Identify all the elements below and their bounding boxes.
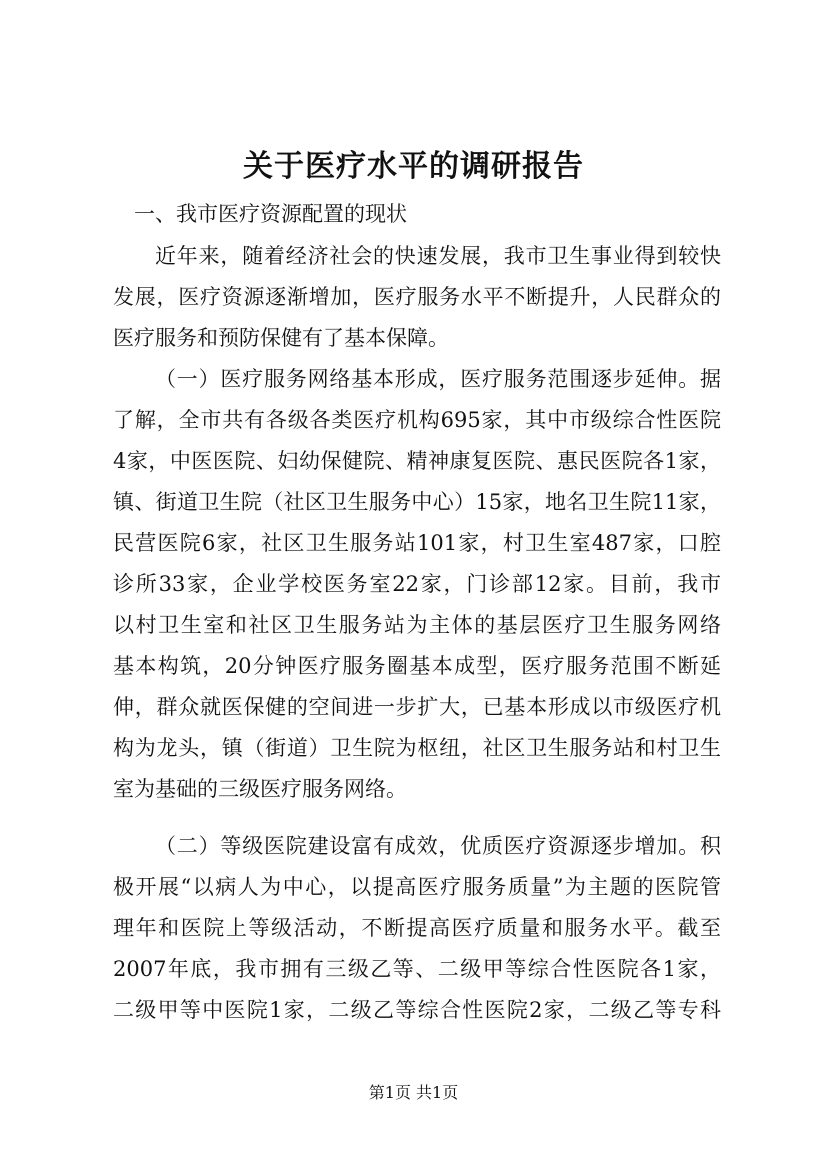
section-heading: 一、我市医疗资源配置的现状 [134,202,407,226]
paragraph-line: 基本构筑，20分钟医疗服务圈基本成型，医疗服务范围不断延 [113,654,721,678]
paragraph-line: 构为龙头，镇（街道）卫生院为枢纽，社区卫生服务站和村卫生 [113,736,721,760]
paragraph-line: 二级甲等中医院1家，二级乙等综合性医院2家，二级乙等专科 [113,998,721,1022]
paragraph-line: 4家，中医医院、妇幼保健院、精神康复医院、惠民医院各1家， [113,449,721,473]
paragraph-line: 诊所33家，企业学校医务室22家，门诊部12家。目前，我市 [113,572,721,596]
paragraph-line: 伸，群众就医保健的空间进一步扩大，已基本形成以市级医疗机 [113,695,721,719]
paragraph-1 [113,236,721,359]
paragraph-line: （二）等级医院建设富有成效，优质医疗资源逐步增加。积 [155,834,721,858]
paragraph-line: 理年和医院上等级活动，不断提高医疗质量和服务水平。截至 [113,916,721,940]
paragraph-line: 医疗服务和预防保健有了基本保障。 [113,326,449,350]
paragraph-line: 2007年底，我市拥有三级乙等、二级甲等综合性医院各1家， [113,957,721,981]
paragraph-line: 镇、街道卫生院（社区卫生服务中心）15家，地名卫生院11家， [113,490,721,514]
paragraph-line: （一）医疗服务网络基本形成，医疗服务范围逐步延伸。据 [155,367,721,391]
paragraph-line: 极开展“以病人为中心，以提高医疗服务质量”为主题的医院管 [113,875,721,899]
paragraph-line: 以村卫生室和社区卫生服务站为主体的基层医疗卫生服务网络 [113,613,721,637]
paragraph-line: 了解，全市共有各级各类医疗机构695家，其中市级综合性医院 [113,408,721,432]
paragraph-line: 发展，医疗资源逐渐增加，医疗服务水平不断提升，人民群众的 [113,285,721,309]
paragraph-line: 室为基础的三级医疗服务网络。 [113,777,407,801]
document-title: 关于医疗水平的调研报告 [243,149,584,184]
page-footer: 第1页 共1页 [368,1083,459,1102]
paragraph-2 [113,359,721,810]
paragraph-3 [113,826,721,1031]
paragraph-line: 近年来，随着经济社会的快速发展，我市卫生事业得到较快 [155,244,721,268]
paragraph-line: 民营医院6家，社区卫生服务站101家，村卫生室487家，口腔 [113,531,721,555]
